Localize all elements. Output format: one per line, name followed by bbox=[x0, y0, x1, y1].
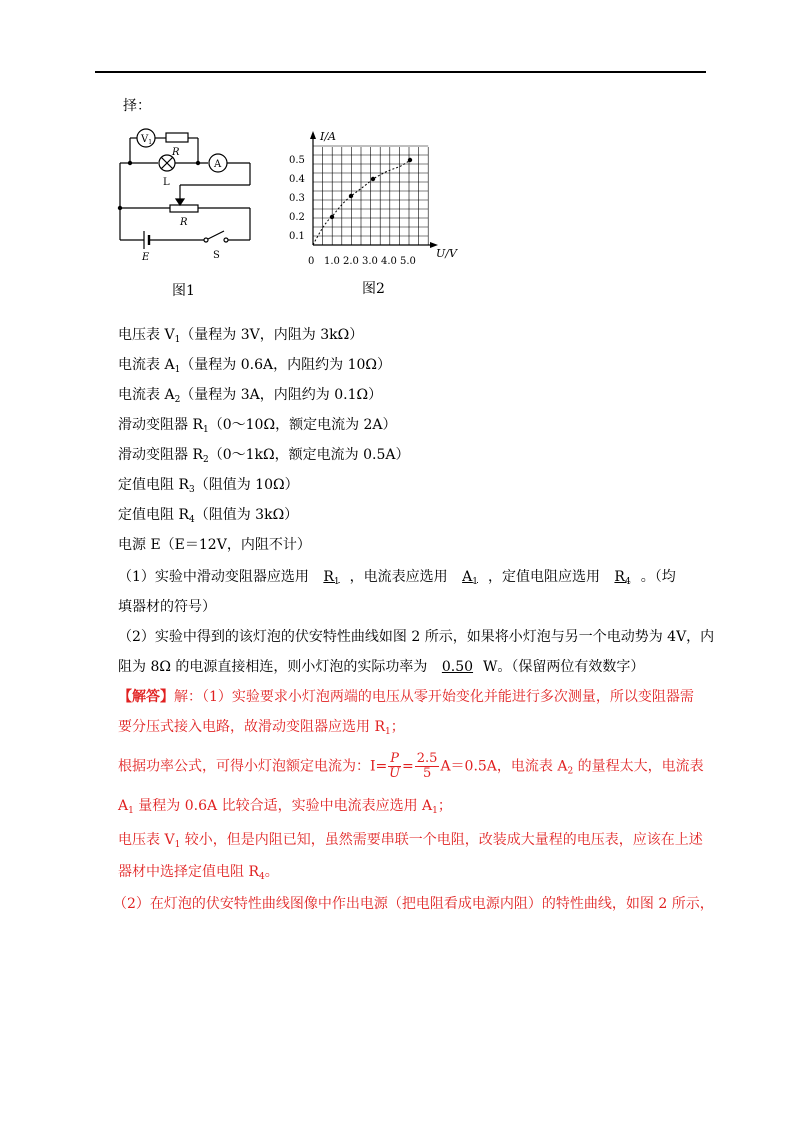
question-1: （1）实验中滑动变阻器应选用 $R_1$ ，电流表应选用 $A_1$ ，定值电阻应选用 $R_4$ 。（均 bbox=[118, 569, 676, 587]
emf-label: E bbox=[142, 252, 150, 263]
question-2-line-1: （2）实验中得到的该灯泡的伏安特性曲线如图 2 所示，如果将小灯泡与另一个电动势为 4V，内 bbox=[118, 629, 715, 645]
iv-graph bbox=[286, 125, 466, 270]
equipment-item: 电源 E（E＝12V，内阻不计） bbox=[118, 537, 311, 553]
header-rule bbox=[95, 71, 706, 73]
answer-blank-1: $R_1$ bbox=[323, 569, 340, 587]
answer-line-1: 【解答】解：（1）实验要求小灯泡两端的电压从零开始变化并能进行多次测量，所以变阻器需 bbox=[118, 689, 694, 705]
data-point bbox=[349, 194, 353, 198]
data-point bbox=[330, 215, 334, 219]
x-tick-label: 2.0 bbox=[343, 256, 359, 267]
answer-line-2: 要分压式接入电路，故滑动变阻器应选用 $R_1$； bbox=[118, 719, 405, 737]
fig1-caption: 图1 bbox=[172, 283, 195, 299]
y-axis-label: I/A bbox=[320, 130, 336, 143]
lamp-label: L bbox=[163, 177, 170, 188]
equipment-item: 定值电阻 $R_4$（阻值为 3kΩ） bbox=[118, 507, 299, 525]
fraction-p-over-u: $\frac{P}{U}$ bbox=[389, 751, 401, 781]
answer-tag: 【解答】 bbox=[118, 689, 174, 705]
x-axis-label: U/V bbox=[436, 247, 457, 260]
answer-line-6: 器材中选择定值电阻 $R_4$。 bbox=[118, 864, 279, 882]
question-1-line-2: 填器材的符号） bbox=[118, 599, 216, 615]
answer-blank-4: 0.50 bbox=[441, 659, 474, 675]
equipment-item: 电流表 $A_1$（量程为 0.6A，内阻约为 10Ω） bbox=[118, 357, 391, 375]
x-tick-label: 4.0 bbox=[381, 256, 397, 267]
answer-blank-2: $A_1$ bbox=[462, 569, 478, 587]
switch-label: S bbox=[213, 250, 220, 261]
y-tick-label: 0.4 bbox=[289, 174, 305, 185]
equipment-item: 定值电阻 $R_3$（阻值为 10Ω） bbox=[118, 477, 299, 495]
fig2-caption: 图2 bbox=[362, 281, 385, 297]
y-tick-label: 0.5 bbox=[289, 155, 305, 166]
answer-line-5: 电压表 $V_1$ 较小，但是内阻已知，虽然需要串联一个电阻，改装成大量程的电压表，应该在上述 bbox=[118, 832, 703, 850]
question-2-line-2: 阻为 8Ω 的电源直接相连，则小灯泡的实际功率为 0.50 W。（保留两位有效数字） bbox=[118, 659, 645, 675]
x-tick-label: 5.0 bbox=[400, 256, 416, 267]
equipment-item: 电流表 $A_2$（量程为 3A，内阻约为 0.1Ω） bbox=[118, 387, 383, 405]
intro-text: 择： bbox=[123, 98, 151, 114]
r-top-label: R bbox=[172, 147, 180, 158]
answer-line-3: 根据功率公式，可得小灯泡额定电流为：I= $\frac{P}{U}$ = $\frac{2.5}{5}$ A＝0.5A，电流表 $A_2$ 的量程太大，电流表 bbox=[118, 751, 704, 781]
x-tick-label: 3.0 bbox=[362, 256, 378, 267]
data-point bbox=[408, 158, 412, 162]
data-point bbox=[371, 177, 375, 181]
y-tick-label: 0.3 bbox=[289, 193, 305, 204]
answer-blank-3: $R_4$ bbox=[614, 569, 631, 587]
ammeter-symbol: A bbox=[214, 159, 222, 170]
answer-line-4: $A_1$ 量程为 0.6A 比较合适，实验中电流表应选用 $A_1$； bbox=[118, 798, 452, 816]
v1-symbol: $V_1$ bbox=[141, 134, 153, 146]
equipment-item: 滑动变阻器 $R_1(0\sim 10\Omega$，额定电流为 2A） bbox=[118, 417, 397, 435]
answer-line-7: （2）在灯泡的伏安特性曲线图像中作出电源（把电阻看成电源内阻）的特性曲线，如图 2 所示， bbox=[113, 896, 714, 912]
x-tick-label: 0 bbox=[308, 256, 315, 267]
r-mid-label: R bbox=[180, 217, 188, 228]
x-tick-label: 1.0 bbox=[324, 256, 340, 267]
fraction-2-5-over-5: $\frac{2.5}{5}$ bbox=[416, 751, 438, 781]
y-tick-label: 0.1 bbox=[289, 231, 305, 242]
equipment-item: 电压表 $V_1$（量程为 3V，内阻为 3kΩ） bbox=[118, 327, 364, 345]
equipment-item: 滑动变阻器 $R_2(0\sim 1k\Omega$，额定电流为 0.5A） bbox=[118, 447, 410, 465]
y-tick-label: 0.2 bbox=[289, 212, 305, 223]
circuit-diagram bbox=[110, 125, 260, 265]
